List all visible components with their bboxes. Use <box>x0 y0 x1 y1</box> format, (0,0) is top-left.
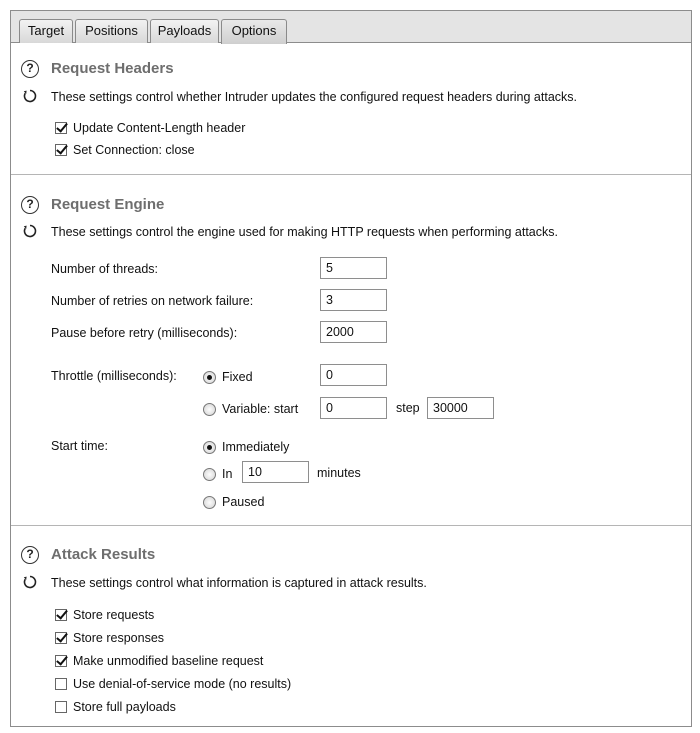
store-responses-checkbox[interactable] <box>55 632 67 644</box>
threads-input[interactable]: 5 <box>320 257 387 279</box>
request-engine-title: Request Engine <box>51 196 165 213</box>
start-in-option[interactable] <box>203 466 232 482</box>
refresh-icon[interactable] <box>22 223 38 239</box>
baseline-request-checkbox[interactable] <box>55 655 67 667</box>
throttle-variable-label: Variable: start <box>222 402 299 416</box>
tab-positions[interactable]: Positions <box>75 19 148 43</box>
dos-mode-checkbox[interactable] <box>55 678 67 690</box>
dos-mode-label: Use denial-of-service mode (no results) <box>73 677 292 691</box>
start-paused-radio[interactable] <box>203 496 216 509</box>
store-responses-label: Store responses <box>73 631 165 645</box>
throttle-fixed-label: Fixed <box>222 370 253 384</box>
update-content-length-label: Update Content-Length header <box>73 121 246 135</box>
start-in-radio[interactable] <box>203 468 216 481</box>
update-content-length-checkbox[interactable] <box>55 122 67 134</box>
retries-input[interactable]: 3 <box>320 289 387 311</box>
tab-target[interactable]: Target <box>19 19 73 43</box>
store-full-payloads-checkbox[interactable] <box>55 701 67 713</box>
store-requests-checkbox[interactable] <box>55 609 67 621</box>
update-content-length-option[interactable] <box>55 120 245 136</box>
start-paused-option[interactable] <box>203 494 264 510</box>
set-connection-close-checkbox[interactable] <box>55 144 67 156</box>
section-divider <box>11 525 691 526</box>
throttle-step-label: step <box>396 401 420 415</box>
store-requests-option[interactable] <box>55 607 154 623</box>
start-paused-label: Paused <box>222 495 265 509</box>
store-responses-option[interactable] <box>55 630 164 646</box>
pause-label: Pause before retry (milliseconds): <box>51 326 238 340</box>
baseline-request-label: Make unmodified baseline request <box>73 654 264 668</box>
start-immediately-label: Immediately <box>222 440 290 454</box>
throttle-step-input[interactable]: 30000 <box>427 397 494 419</box>
throttle-fixed-input[interactable]: 0 <box>320 364 387 386</box>
set-connection-close-option[interactable] <box>55 142 195 158</box>
refresh-icon[interactable] <box>22 574 38 590</box>
throttle-variable-start-input[interactable]: 0 <box>320 397 387 419</box>
intruder-options-panel <box>10 10 692 727</box>
start-time-label: Start time: <box>51 439 108 453</box>
store-requests-label: Store requests <box>73 608 155 622</box>
throttle-fixed-radio[interactable] <box>203 371 216 384</box>
request-headers-description: These settings control whether Intruder updates the configured request headers during attacks. <box>51 90 578 104</box>
attack-results-description: These settings control what information is captured in attack results. <box>51 576 427 590</box>
start-immediately-radio[interactable] <box>203 441 216 454</box>
start-minutes-label: minutes <box>317 466 361 480</box>
threads-label: Number of threads: <box>51 262 158 276</box>
section-divider <box>11 174 691 175</box>
throttle-fixed-option[interactable] <box>203 369 253 385</box>
request-headers-title: Request Headers <box>51 60 174 77</box>
tab-options[interactable]: Options <box>221 19 287 44</box>
attack-results-title: Attack Results <box>51 546 156 563</box>
help-icon[interactable]: ? <box>21 60 39 78</box>
baseline-request-option[interactable] <box>55 653 263 669</box>
throttle-label: Throttle (milliseconds): <box>51 369 177 383</box>
help-icon[interactable]: ? <box>21 196 39 214</box>
store-full-payloads-label: Store full payloads <box>73 700 176 714</box>
refresh-icon[interactable] <box>22 88 38 104</box>
pause-input[interactable]: 2000 <box>320 321 387 343</box>
retries-label: Number of retries on network failure: <box>51 294 254 308</box>
set-connection-close-label: Set Connection: close <box>73 143 195 157</box>
help-icon[interactable]: ? <box>21 546 39 564</box>
dos-mode-option[interactable] <box>55 676 291 692</box>
start-immediately-option[interactable] <box>203 439 289 455</box>
throttle-variable-radio[interactable] <box>203 403 216 416</box>
request-engine-description: These settings control the engine used for making HTTP requests when performing attacks. <box>51 225 558 239</box>
tab-payloads[interactable]: Payloads <box>150 19 219 43</box>
start-in-label: In <box>222 467 233 481</box>
start-in-minutes-input[interactable]: 10 <box>242 461 309 483</box>
throttle-variable-option[interactable] <box>203 401 298 417</box>
store-full-payloads-option[interactable] <box>55 699 176 715</box>
tab-bar <box>11 11 691 43</box>
